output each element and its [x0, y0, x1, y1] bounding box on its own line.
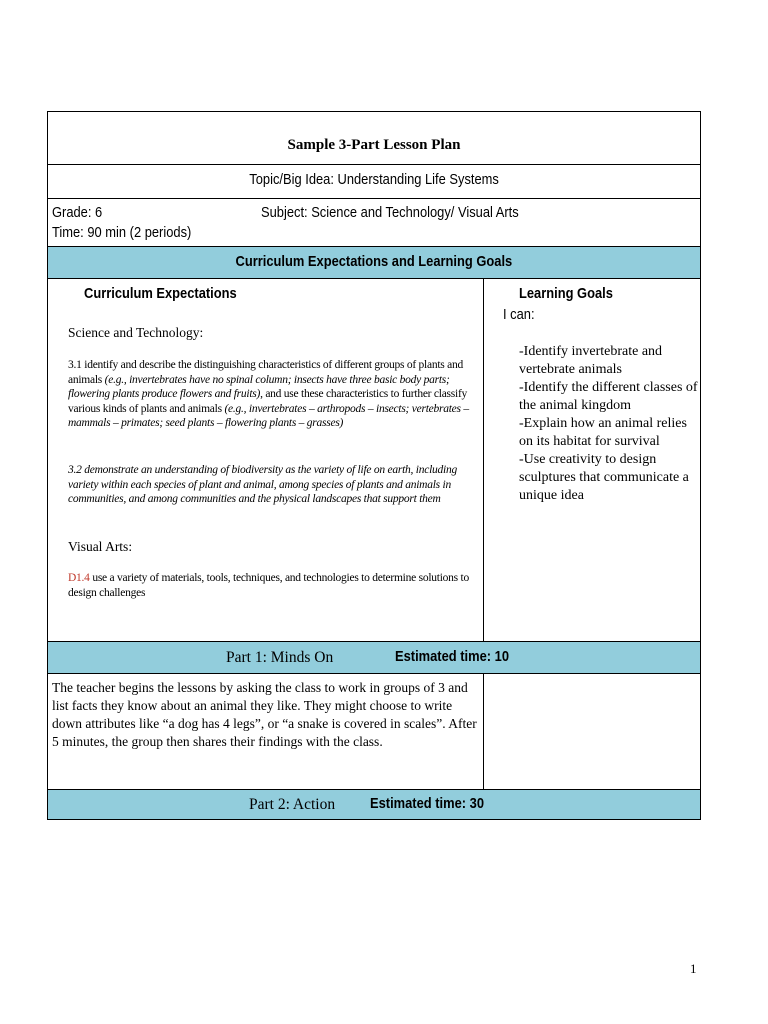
- part2-header-row: [48, 790, 700, 819]
- curriculum-heading: Curriculum Expectations: [84, 285, 237, 302]
- page-title: Sample 3-Part Lesson Plan: [287, 137, 461, 153]
- arts-heading: Visual Arts:: [68, 539, 133, 554]
- topic-row: [48, 165, 700, 199]
- grade-text: Grade: 6: [52, 204, 103, 221]
- part2-time: Estimated time: 30: [370, 795, 484, 812]
- learning-goals-list: [519, 343, 699, 505]
- part1-label: Part 1: Minds On: [226, 649, 334, 666]
- learning-goal-item: -Explain how an animal relies on its habitat for survival: [519, 416, 687, 449]
- curriculum-header-row: [48, 247, 700, 279]
- expectation-3-2: 3.2 demonstrate an understanding of biodiversity as the variety of life on earth, including variety within each species of plant and animal, among species of plants and animals in communities, and among communities and the physical landscapes that support them: [68, 464, 457, 506]
- column-divider: [483, 674, 484, 789]
- part1-time: Estimated time: 10: [395, 648, 509, 665]
- part1-description: The teacher begins the lessons by asking the class to work in groups of 3 and list facts they know about an animal they like. They might choose to write down attributes like “a dog has 4 legs”, or “a snake is covered in scales”. After 5 minutes, the group then shares their findings with the class.: [52, 680, 477, 749]
- learning-goals-heading: Learning Goals: [519, 285, 613, 302]
- science-heading: Science and Technology:: [68, 325, 204, 340]
- expectation-d1-4: D1.4 use a variety of materials, tools, techniques, and technologies to determine solutions to design challenges: [68, 572, 469, 599]
- time-text: Time: 90 min (2 periods): [52, 224, 192, 241]
- curriculum-header: Curriculum Expectations and Learning Goals: [235, 253, 513, 270]
- learning-goal-item: -Identify invertebrate and vertebrate animals: [519, 344, 663, 377]
- topic-text: Topic/Big Idea: Understanding Life Systems: [249, 171, 499, 188]
- part2-label: Part 2: Action: [249, 796, 336, 813]
- page-number: 1: [690, 961, 697, 976]
- part1-body-row: [48, 674, 700, 790]
- info-row: [48, 199, 700, 247]
- part1-header-row: [48, 642, 700, 674]
- learning-goals-intro: I can:: [503, 306, 535, 323]
- title-row: [48, 112, 700, 165]
- expectation-3-1: 3.1 identify and describe the distinguishing characteristics of different groups of plants and animals (e.g., invertebrates have no spinal column; insects have three basic body parts; flowering plants produce flowers and fruits), and use these characteristics to further classify various kinds of plants and animals (e.g., invertebrates – arthropods – insects; vertebrates – mammals – primates; seed plants – flowering plants – grasses): [68, 359, 469, 430]
- lesson-plan-table: [47, 111, 701, 820]
- curriculum-cell: [48, 279, 483, 641]
- learning-goal-item: -Identify the different classes of the animal kingdom: [519, 380, 698, 413]
- d1-4-code: D1.4: [68, 572, 90, 584]
- curriculum-body-row: [48, 279, 700, 642]
- learning-goal-item: -Use creativity to design sculptures that communicate a unique idea: [519, 452, 689, 503]
- subject-text: Subject: Science and Technology/ Visual Arts: [261, 204, 519, 221]
- learning-goals-cell: [484, 279, 700, 641]
